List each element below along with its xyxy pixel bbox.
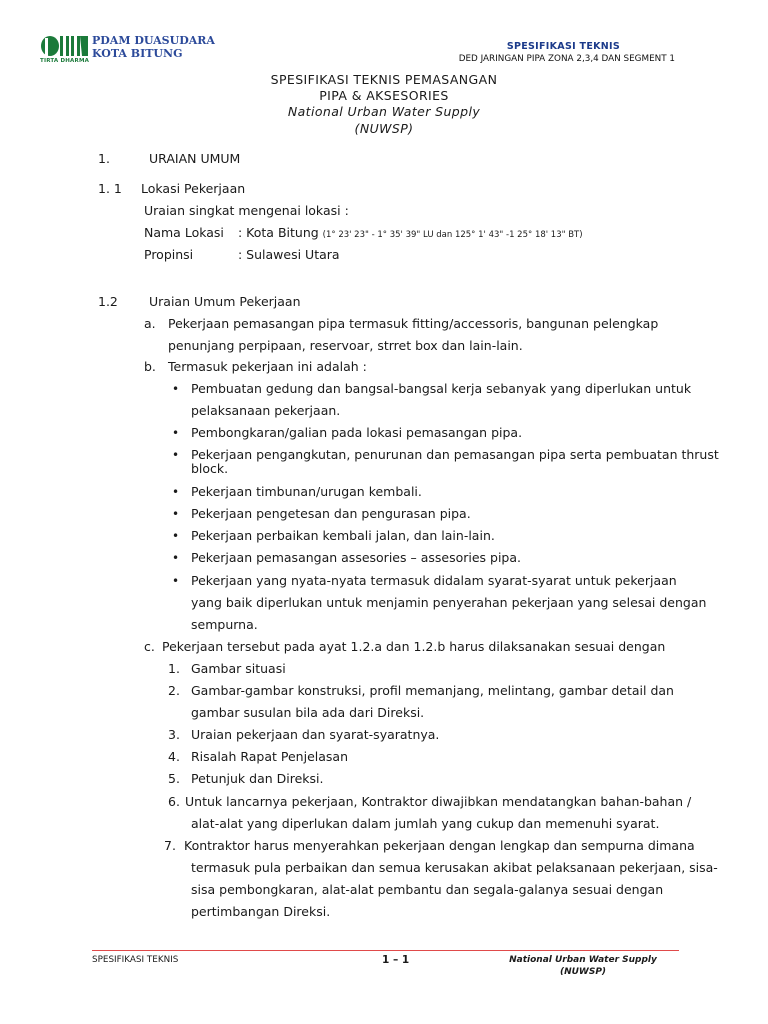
logo-brand-text xyxy=(92,35,215,60)
bullet-marker: • xyxy=(172,426,180,440)
section-1-1-number: 1. 1 xyxy=(98,181,122,196)
item-a-marker: a. xyxy=(144,316,156,331)
location-name-row xyxy=(238,226,583,242)
bullet-marker: • xyxy=(172,507,180,521)
bullet-7-line1: Pekerjaan pemasangan assesories – assesories pipa. xyxy=(191,550,521,565)
bullet-2-line1: Pembongkaran/galian pada lokasi pemasangan pipa. xyxy=(191,425,523,440)
item-b-marker: b. xyxy=(144,359,156,374)
bullet-marker: • xyxy=(172,574,180,588)
numbered-7-line3: sisa pembongkaran, alat-alat pembantu dan segala-galanya sesuai dengan xyxy=(191,882,664,897)
numbered-6-line1: Untuk lancarnya pekerjaan, Kontraktor diwajibkan mendatangkan bahan-bahan / xyxy=(185,794,692,809)
item-c-intro: Pekerjaan tersebut pada ayat 1.2.a dan 1.2.b harus dilaksanakan sesuai dengan xyxy=(162,639,666,654)
section-1-number: 1. xyxy=(98,151,110,166)
section-1-1-heading: Lokasi Pekerjaan xyxy=(141,181,246,196)
footer-rule xyxy=(92,950,679,951)
item-c-marker: c. xyxy=(144,639,155,654)
numbered-2-line1: Gambar-gambar konstruksi, profil memanjang, melintang, gambar detail dan xyxy=(191,683,674,698)
section-1-heading: URAIAN UMUM xyxy=(149,151,241,166)
pdam-logo-icon xyxy=(40,34,90,58)
numbered-2-marker: 2. xyxy=(168,683,180,698)
bullet-marker: • xyxy=(172,448,180,462)
bullet-8-line1: Pekerjaan yang nyata-nyata termasuk didalam syarat-syarat untuk pekerjaan xyxy=(191,573,677,588)
location-intro: Uraian singkat mengenai lokasi : xyxy=(144,203,349,218)
pdam-logo xyxy=(40,34,215,68)
numbered-2-line2: gambar susulan bila ada dari Direksi. xyxy=(191,705,425,720)
item-b-intro: Termasuk pekerjaan ini adalah : xyxy=(168,359,367,374)
numbered-4-marker: 4. xyxy=(168,749,180,764)
numbered-4-line1: Risalah Rapat Penjelasan xyxy=(191,749,348,764)
numbered-3-line1: Uraian pekerjaan dan syarat-syaratnya. xyxy=(191,727,440,742)
province-value: : Sulawesi Utara xyxy=(238,247,340,262)
header-doc-subtitle: DED JARINGAN PIPA ZONA 2,3,4 DAN SEGMENT 1 xyxy=(458,54,675,64)
bullet-marker: • xyxy=(172,485,180,499)
section-1-2-heading: Uraian Umum Pekerjaan xyxy=(149,294,301,309)
numbered-6-line2: alat-alat yang diperlukan dalam jumlah yang cukup dan memenuhi syarat. xyxy=(191,816,660,831)
header-doc-title: SPESIFIKASI TEKNIS xyxy=(506,41,620,52)
doc-title-line4: (NUWSP) xyxy=(354,121,414,136)
numbered-6-marker: 6. xyxy=(168,794,180,809)
numbered-1-line1: Gambar situasi xyxy=(191,661,286,676)
province-label: Propinsi xyxy=(144,247,194,262)
footer-page-number: 1 – 1 xyxy=(382,954,410,966)
bullet-marker: • xyxy=(172,529,180,543)
bullet-5-line1: Pekerjaan pengetesan dan pengurasan pipa. xyxy=(191,506,471,521)
bullet-3-line2: block. xyxy=(191,461,229,476)
bullet-1-line1: Pembuatan gedung dan bangsal-bangsal kerja sebanyak yang diperlukan untuk xyxy=(191,381,692,396)
doc-title-line1: SPESIFIKASI TEKNIS PEMASANGAN xyxy=(270,72,498,87)
footer-doc-name: SPESIFIKASI TEKNIS xyxy=(92,955,179,965)
footer-project-name xyxy=(508,954,658,978)
location-coordinates: (1° 23' 23" - 1° 35' 39" LU dan 125° 1' 43" -1 25° 18' 13" BT) xyxy=(322,230,583,240)
numbered-1-marker: 1. xyxy=(168,661,180,676)
logo-tagline: TIRTA DHARMA xyxy=(40,58,90,64)
doc-title-line2: PIPA & AKSESORIES xyxy=(319,88,449,103)
location-name-value: : Kota Bitung xyxy=(238,225,319,240)
bullet-8-line3: sempurna. xyxy=(191,617,258,632)
doc-title-line3: National Urban Water Supply xyxy=(287,104,481,119)
logo-line2: KOTA BITUNG xyxy=(92,46,183,60)
numbered-7-line1: Kontraktor harus menyerahkan pekerjaan dengan lengkap dan sempurna dimana xyxy=(184,838,695,853)
bullet-1-line2: pelaksanaan pekerjaan. xyxy=(191,403,341,418)
section-1-2-number: 1.2 xyxy=(98,294,118,309)
item-a-line2: penunjang perpipaan, reservoar, strret box dan lain-lain. xyxy=(168,338,523,353)
bullet-4-line1: Pekerjaan timbunan/urugan kembali. xyxy=(191,484,422,499)
numbered-7-line2: termasuk pula perbaikan dan semua kerusakan akibat pelaksanaan pekerjaan, sisa- xyxy=(191,860,718,875)
bullet-6-line1: Pekerjaan perbaikan kembali jalan, dan lain-lain. xyxy=(191,528,495,543)
numbered-7-line4: pertimbangan Direksi. xyxy=(191,904,331,919)
location-name-label: Nama Lokasi xyxy=(144,225,224,240)
numbered-5-marker: 5. xyxy=(168,771,180,786)
bullet-marker: • xyxy=(172,382,180,396)
item-a-line1: Pekerjaan pemasangan pipa termasuk fitting/accessoris, bangunan pelengkap xyxy=(168,316,659,331)
numbered-3-marker: 3. xyxy=(168,727,180,742)
logo-line1: PDAM DUASUDARA xyxy=(92,34,215,47)
footer-project-line2: (NUWSP) xyxy=(559,967,607,977)
numbered-7-marker: 7. xyxy=(164,838,176,853)
bullet-marker: • xyxy=(172,551,180,565)
numbered-5-line1: Petunjuk dan Direksi. xyxy=(191,771,324,786)
footer-project-line1: National Urban Water Supply xyxy=(509,955,657,965)
bullet-8-line2: yang baik diperlukan untuk menjamin penyerahan pekerjaan yang selesai dengan xyxy=(191,595,707,610)
bullet-3-line1: Pekerjaan pengangkutan, penurunan dan pemasangan pipa serta pembuatan thrust xyxy=(191,447,719,462)
